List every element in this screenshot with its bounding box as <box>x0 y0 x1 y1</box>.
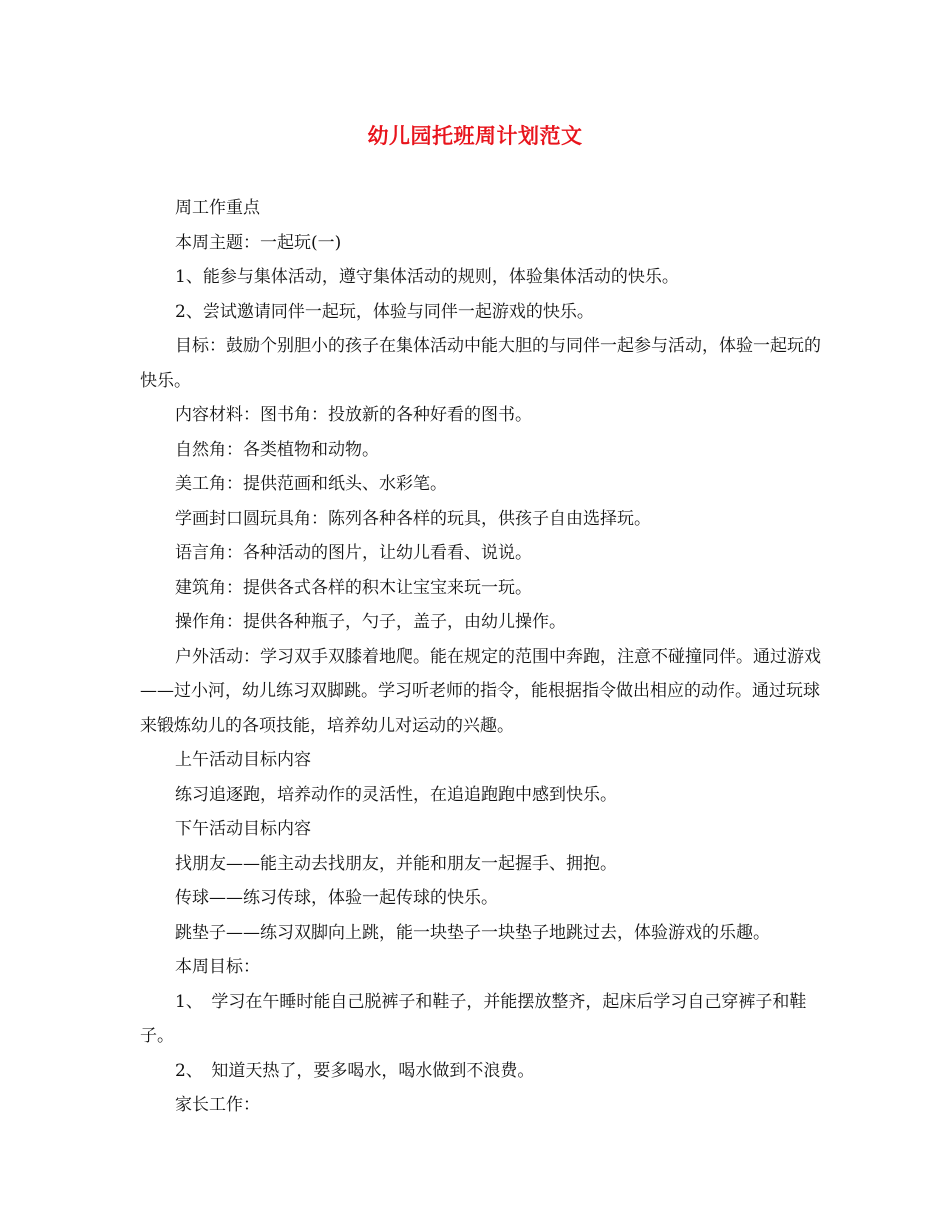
paragraph-objective: 目标：鼓励个别胆小的孩子在集体活动中能大胆的与同伴一起参与活动，体验一起玩的快乐。 <box>140 336 821 391</box>
paragraph-goal-1: 1、能参与集体活动，遵守集体活动的规则，体验集体活动的快乐。 <box>175 267 679 287</box>
document-body <box>140 191 830 1123</box>
paragraph-weekly-goal-1: 1、 学习在午睡时能自己脱裤子和鞋子，并能摆放整齐，起床后学习自己穿裤子和鞋子。 <box>140 991 807 1046</box>
paragraph-book-corner: 内容材料：图书角：投放新的各种好看的图书。 <box>175 405 532 425</box>
paragraph-find-friends: 找朋友——能主动去找朋友，并能和朋友一起握手、拥抱。 <box>175 853 617 874</box>
paragraph-afternoon-heading: 下午活动目标内容 <box>175 819 311 839</box>
paragraph-morning-content: 练习追逐跑，培养动作的灵活性，在追追跑跑中感到快乐。 <box>175 784 617 805</box>
paragraph-pass-ball: 传球——练习传球，体验一起传球的快乐。 <box>175 888 498 908</box>
document-title: 幼儿园托班周计划范文 <box>367 123 583 148</box>
paragraph-weekly-theme: 本周主题：一起玩(一) <box>175 232 342 253</box>
paragraph-building-corner: 建筑角：提供各式各样的积木让宝宝来玩一玩。 <box>175 577 532 598</box>
paragraph-toy-corner: 学画封口圆玩具角：陈列各种各样的玩具，供孩子自由选择玩。 <box>175 508 651 529</box>
paragraph-weekly-goals-heading: 本周目标： <box>175 957 260 977</box>
paragraph-weekly-focus: 周工作重点 <box>175 198 260 218</box>
paragraph-parent-work: 家长工作： <box>175 1095 260 1115</box>
paragraph-jump-mats: 跳垫子——练习双脚向上跳，能一块垫子一块垫子地跳过去，体验游戏的乐趣。 <box>175 922 770 943</box>
paragraph-goal-2: 2、尝试邀请同伴一起玩，体验与同伴一起游戏的快乐。 <box>175 301 594 322</box>
paragraph-outdoor-activity: 户外活动：学习双手双膝着地爬。能在规定的范围中奔跑，注意不碰撞同伴。通过游戏——过小河，幼儿练习双脚跳。学习听老师的指令，能根据指令做出相应的动作。通过玩球来锻炼幼儿的各项技能，培养幼儿对运动的兴趣。 <box>140 646 821 736</box>
paragraph-morning-heading: 上午活动目标内容 <box>175 750 311 770</box>
paragraph-nature-corner: 自然角：各类植物和动物。 <box>175 439 379 460</box>
paragraph-operation-corner: 操作角：提供各种瓶子，勺子，盖子，由幼儿操作。 <box>175 612 566 632</box>
paragraph-weekly-goal-2: 2、 知道天热了，要多喝水，喝水做到不浪费。 <box>175 1060 535 1081</box>
paragraph-art-corner: 美工角：提供范画和纸头、水彩笔。 <box>175 474 447 494</box>
paragraph-language-corner: 语言角：各种活动的图片，让幼儿看看、说说。 <box>175 543 532 563</box>
